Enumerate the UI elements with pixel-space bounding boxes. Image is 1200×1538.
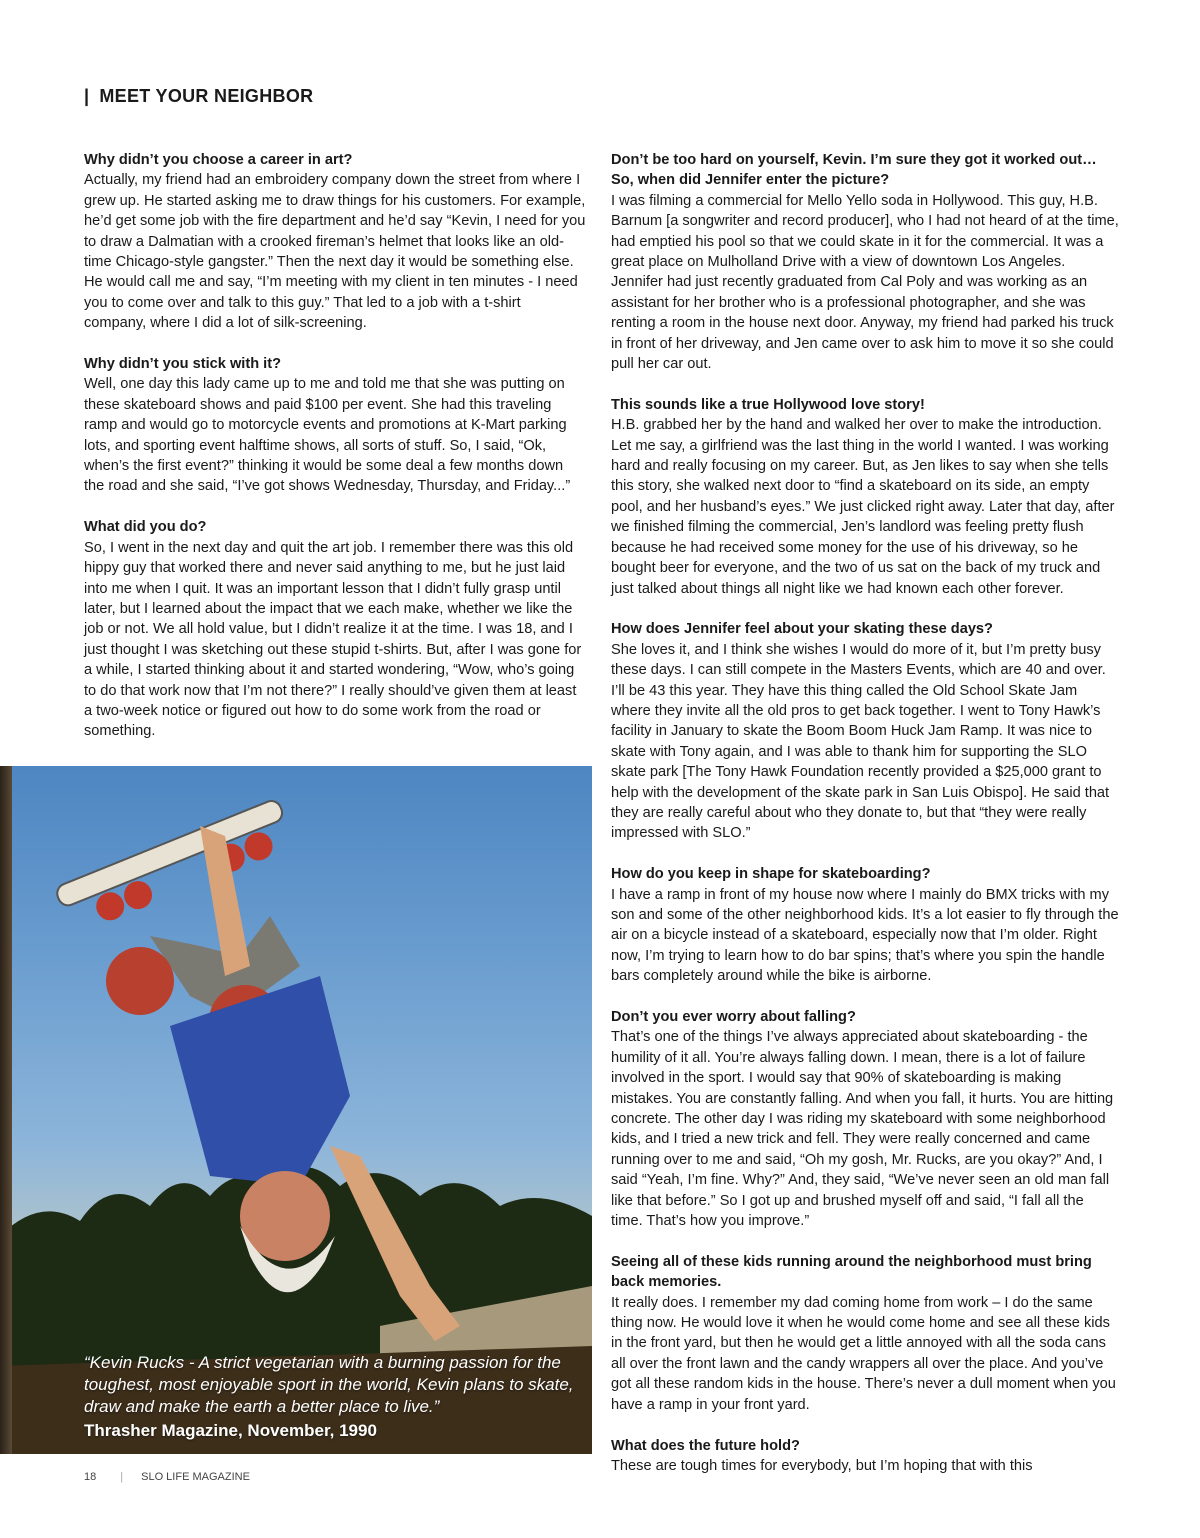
answer: I have a ramp in front of my house now where I mainly do BMX tricks with my son and some of the other neighborhood kids. It’s a lot easier to fly through the air on a bicycle instead of a skateboard, especially now that I’m older. Right now, I’m trying to learn how to do bar spins; that’s where you spin the handle bars completely around while the bike is airborne.	[611, 886, 1119, 985]
answer: She loves it, and I think she wishes I would do more of it, but I’m pretty busy these days. I can still compete in the Masters Events, which are 40 and over. I’ll be 43 this year. They have this thing called the Old School Skate Jam where they invite all the old pros to get back together. I went to Tony Hawk’s facility in January to skate the Boom Boom Huck Jam Ramp. It was nice to skate with Tony again, and I was able to thank him for supporting the SLO skate park [The Tony Hawk Foundation recently provided a $25,000 grant to help with the development of the skate park in San Luis Obispo]. He said that they are really careful about who they donate to, but that “they were really impressed with SLO.”	[611, 641, 1110, 842]
answer: These are tough times for everybody, but I’m hoping that with this	[611, 1457, 1033, 1474]
qa-block	[611, 864, 1119, 986]
answer: Well, one day this lady came up to me and told me that she was putting on these skateboard shows and paid $100 per event. She had this traveling ramp and would go to motorcycle events and promotions at K-Mart parking lots, and sporting event halftime shows, all sorts of stuff. So, I said, “Ok, when’s the first event?” thinking it would be some deal a few months down the road and she said, “I’ve got shows Wednesday, Thursday, and Friday...”	[84, 376, 571, 495]
question: What does the future hold?	[611, 1437, 800, 1454]
question: How do you keep in shape for skateboarding?	[611, 866, 931, 883]
qa-block	[611, 395, 1119, 599]
answer: H.B. grabbed her by the hand and walked her over to make the introduction. Let me say, a girlfriend was the last thing in the world I wanted. I was working hard and really focusing on my career. But, as Jen likes to say when she tells this story, she walked next door to “find a skateboard on its side, an empty pool, and her husband’s eyes.” We just clicked right away. Later that day, after we finished filming the commercial, Jen’s landlord was feeling pretty flush because he had received some money for the use of his driveway, so he bought beer for everyone, and the two of us sat on the back of my truck and just talked about things all night like we had known each other forever.	[611, 417, 1115, 597]
header-bar: |	[84, 86, 90, 106]
section-header	[84, 86, 313, 107]
skater-illustration	[0, 766, 592, 1454]
qa-block	[611, 1252, 1119, 1415]
answer: I was filming a commercial for Mello Yello soda in Hollywood. This guy, H.B. Barnum [a songwriter and record producer], who I had not heard of at the time, had emptied his pool so that we could skate in it for the commercial. It was a great place on Mulholland Drive with a view of downtown Los Angeles. Jennifer had just recently graduated from Cal Poly and was working as an assistant for her brother who is a professional photographer, and she was renting a room in the house next door. Anyway, my friend had parked his truck in front of her driveway, and Jen came over to ask him to move it so she could pull her car out.	[611, 192, 1119, 373]
question: Why didn’t you choose a career in art?	[84, 152, 353, 168]
qa-block	[611, 619, 1119, 843]
publication-name: SLO LIFE MAGAZINE	[141, 1471, 250, 1483]
qa-block	[611, 1007, 1119, 1231]
qa-block	[84, 517, 586, 741]
qa-block	[611, 150, 1119, 374]
photo-caption-quote: “Kevin Rucks - A strict vegetarian with a burning passion for the toughest, most enjoyable sport in the world, Kevin plans to skate, draw and make the earth a better place to live.”	[84, 1353, 574, 1416]
knee-pad-left	[106, 947, 174, 1015]
section-title: MEET YOUR NEIGHBOR	[99, 86, 314, 106]
page-spine	[0, 766, 12, 1454]
page-number: 18	[84, 1471, 97, 1483]
torso	[170, 976, 350, 1186]
footer-separator: |	[120, 1471, 124, 1483]
qa-block	[84, 150, 586, 334]
answer: It really does. I remember my dad coming home from work – I do the same thing now. He would love it when he would come home and see all these kids in the front yard, but then he would get a little annoyed with all the soda cans all over the front lawn and the candy wrappers all over the place. And you’ve got all these random kids in the house. There’s never a dull moment when you have a ramp in your front yard.	[611, 1294, 1116, 1413]
question: Why didn’t you stick with it?	[84, 356, 282, 373]
answer: That’s one of the things I’ve always appreciated about skateboarding - the humility of it all. You’re always falling down. I mean, there is a lot of failure involved in the sport. I would say that 90% of skateboarding is making mistakes. You are constantly falling. And when you fall, it hurts. You are hitting concrete. The other day I was riding my skateboard with some neighborhood kids, and I tried a new trick and fell. They were really concerned and came running over to me and said, “Oh my gosh, Mr. Rucks, are you okay?” And, I said “Yeah, I’m fine. Why?” And, they said, “We’ve never seen an old man fall like that before.” So I got up and brushed myself off and said, “I fall all the time. That’s how you improve.”	[611, 1029, 1114, 1230]
question: Don’t you ever worry about falling?	[611, 1009, 856, 1025]
photo-caption-credit: Thrasher Magazine, November, 1990	[84, 1421, 377, 1440]
skateboard-photo	[0, 766, 592, 1454]
page-footer	[84, 1471, 250, 1483]
right-column	[611, 150, 1119, 1497]
left-column	[84, 150, 586, 762]
question: This sounds like a true Hollywood love story!	[611, 396, 925, 413]
skateboard	[54, 798, 296, 936]
question: What did you do?	[84, 519, 207, 536]
answer: Actually, my friend had an embroidery company down the street from where I grew up. He started asking me to draw things for his customers. For example, he’d get some job with the fire department and he’d say “Kevin, I need for you to draw a Dalmatian with a crooked fireman’s helmet that looks like an old-time Chicago-style gangster.” Then the next day it would be something else. He would call me and say, “I’m meeting with my client in ten minutes - I need you to come over and talk to this guy.” That led to a job with a t-shirt company, where I did a lot of silk-screening.	[84, 172, 586, 332]
question: Seeing all of these kids running around the neighborhood must bring back memories.	[611, 1253, 1092, 1291]
question: How does Jennifer feel about your skating these days?	[611, 621, 993, 638]
question: Don’t be too hard on yourself, Kevin. I’m sure they got it worked out… So, when did Jennifer enter the picture?	[611, 152, 1097, 189]
qa-block	[611, 1436, 1119, 1477]
answer: So, I went in the next day and quit the art job. I remember there was this old hippy guy that worked there and never said anything to me, but he just laid into me when I quit. It was an important lesson that I didn’t fully grasp until later, but I learned about the impact that we each make, whether we like the job or not. We all hold value, but I didn’t realize it at the time. I was 18, and I just thought I was sketching out these stupid t-shirts. But, after I was gone for a while, I started thinking about it and started wondering, “Wow, who’s going to do that work now that I’m not there?” I really should’ve given them at least a two-week notice or figured out how to do some work from the road or something.	[84, 539, 582, 740]
qa-block	[84, 354, 586, 497]
